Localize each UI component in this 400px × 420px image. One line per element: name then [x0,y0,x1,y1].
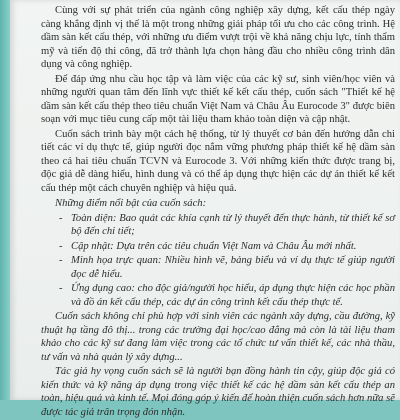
features-heading: Những điểm nổi bật của cuốn sách: [55,198,207,209]
paragraph-intro: Cùng với sự phát triển của ngành công nghiệp xây dựng, kết cấu thép ngày càng khẳng định vị thế là một trong những giải pháp tối ưu cho các công trình. Hệ dầm sàn kết cấu thép, với những ưu điểm vượt trội về khả năng chịu lực, tính thẩm mỹ và tiến độ thi công, đã trở thành lựa chọn hàng đầu cho nhiều công trình dân dụng và công nghiệp. [41,5,395,70]
features-list [41,212,395,310]
bullet-dash: - [59,212,63,224]
feature-item-updated: - Cập nhật: Dựa trên các tiêu chuẩn Việt Nam và Châu Âu mới nhất. [59,240,357,252]
feature-item-visual: - Minh họa trực quan: Nhiều hình vẽ, bảng biểu và ví dụ thực tế giúp người đọc dễ hiểu. [59,255,395,280]
paragraph-content: Cuốn sách trình bày một cách hệ thống, từ lý thuyết cơ bản đến hướng dẫn chi tiết các ví dụ thực tế, giúp người đọc nắm vững phương pháp thiết kế hệ dầm sàn theo cả hai tiêu chuẩn TCVN và Eurocode 3. Với những kiến thức được trang bị, độc giả dễ dàng hiểu, hình dung và có thể áp dụng thực hiện các dự án thiết kế kết cấu thép một cách chuyên nghiệp và hiệu quả. [41,128,395,194]
book-page-edge [0,0,10,400]
paragraph-hope: Tác giả hy vọng cuốn sách sẽ là người bạn đồng hành tin cậy, giúp độc giả có kiến thức và kỹ năng áp dụng trong việc thiết kế các hệ dầm sàn kết cấu thép an toàn, hiệu quả và kinh tế. Mọi đóng góp ý kiến để hoàn thiện cuốn sách hơn nữa sẽ được tác giả trân trọng đón nhận. [41,366,395,418]
book-preface-text [41,4,395,420]
bullet-dash: - [59,240,63,252]
bullet-dash: - [59,255,63,266]
bullet-dash: - [59,283,63,294]
book-page [10,0,400,418]
paragraph-purpose: Để đáp ứng nhu cầu học tập và làm việc của các kỹ sư, sinh viên/học viên và những người quan tâm đến lĩnh vực thiết kế kết cấu thép, cuốn sách "Thiết kế hệ dầm sàn kết cấu thép theo tiêu chuẩn Việt Nam và Châu Âu Eurocode 3" được biên soạn với mục tiêu cung cấp một tài liệu tham khảo toàn diện và cập nhật. [41,73,395,125]
feature-item-application: - Ứng dụng cao: cho độc giả/người học hiểu, áp dụng thực hiện các học phần và đồ án kết cấu thép, các dự án công trình kết cấu thép thực tế. [59,283,395,308]
feature-item-comprehensive: - Toàn diện: Bao quát các khía cạnh từ lý thuyết đến thực hành, từ thiết kế sơ bộ đến chi tiết; [59,212,395,237]
paragraph-audience: Cuốn sách không chỉ phù hợp với sinh viên các ngành xây dựng, cầu đường, kỹ thuật hạ tầng đô thị... trong các trường đại học/cao đẳng mà còn là tài liệu tham khảo cho các kỹ sư đang làm việc trong các tổ chức tư vấn thiết kế, các nhà thầu, tư vấn và nhà quản lý xây dựng... [41,311,395,363]
